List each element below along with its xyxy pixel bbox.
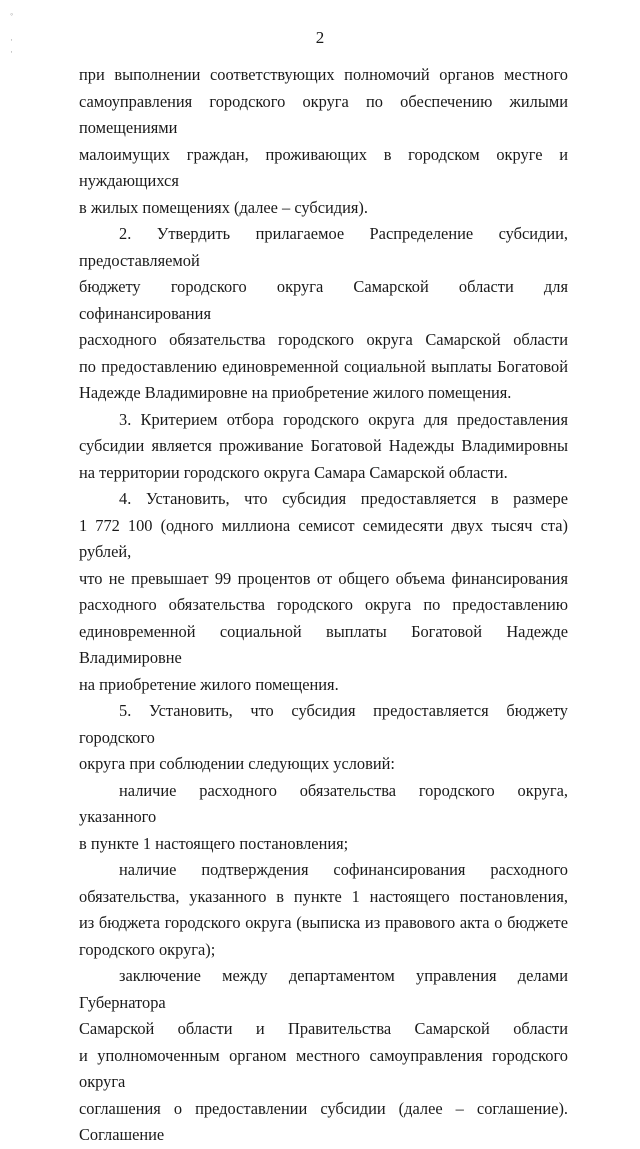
text-line: городского округа); [79, 939, 216, 959]
text-line: наличие расходного обязательства городского округа, указанного [79, 780, 568, 826]
text-line: и уполномоченным органом местного самоуправления городского округа [79, 1045, 568, 1091]
text-line: Самарской области и Правительства Самарской области [79, 1019, 568, 1038]
text-line: соглашения о предоставлении субсидии (далее – соглашение). Соглашение [79, 1098, 568, 1144]
text-line: 1 772 100 (одного миллиона семисот семидесяти двух тысяч ста) рублей, [79, 515, 568, 561]
text-line: субсидии является проживание Богатовой Надежды Владимировны [79, 436, 568, 455]
text-line: наличие подтверждения софинансирования расходного [119, 860, 568, 879]
text-line: 5. Установить, что субсидия предоставляется бюджету городского [79, 701, 568, 747]
text-line: из бюджета городского округа (выписка из правового акта о бюджете [79, 913, 568, 932]
text-line: при выполнении соответствующих полномочий органов местного [79, 65, 568, 84]
margin-mark: · [10, 35, 13, 45]
text-line: расходного обязательства городского округа по предоставлению [79, 595, 568, 614]
text-line: 2. Утвердить прилагаемое Распределение субсидии, предоставляемой [79, 224, 568, 270]
text-line: заключение между департаментом управления делами Губернатора [79, 966, 568, 1012]
text-line: 4. Установить, что субсидия предоставляется в размере [119, 489, 568, 508]
text-line: Надежде Владимировне на приобретение жилого помещения. [79, 383, 512, 402]
text-line: по предоставлению единовременной социальной выплаты Богатовой [79, 356, 568, 376]
text-line: в пункте 1 настоящего постановления; [79, 833, 349, 853]
text-line: на приобретение жилого помещения. [79, 674, 339, 694]
text-line: на территории городского округа Самара Самарской области. [79, 462, 508, 482]
text-line: единовременной социальной выплаты Богатовой Надежде Владимировне [79, 621, 568, 667]
text-line: 3. Критерием отбора городского округа для предоставления [119, 409, 568, 429]
text-line: что не превышает 99 процентов от общего объема финансирования [79, 568, 568, 588]
text-line: самоуправления городского округа по обеспечению жилыми помещениями [79, 91, 568, 137]
margin-mark: · [10, 47, 13, 57]
text-line: расходного обязательства городского округа Самарской области [79, 330, 568, 349]
document-body [79, 62, 568, 1144]
page-number: 2 [315, 28, 325, 47]
text-line: малоимущих граждан, проживающих в городском округе и нуждающихся [79, 144, 568, 190]
text-line: бюджету городского округа Самарской области для софинансирования [79, 277, 568, 323]
text-line: обязательства, указанного в пункте 1 настоящего постановления, [79, 886, 568, 906]
text-line: в жилых помещениях (далее – субсидия). [79, 197, 368, 217]
text-line: округа при соблюдении следующих условий: [79, 754, 395, 773]
margin-mark: ◦ [10, 9, 14, 19]
